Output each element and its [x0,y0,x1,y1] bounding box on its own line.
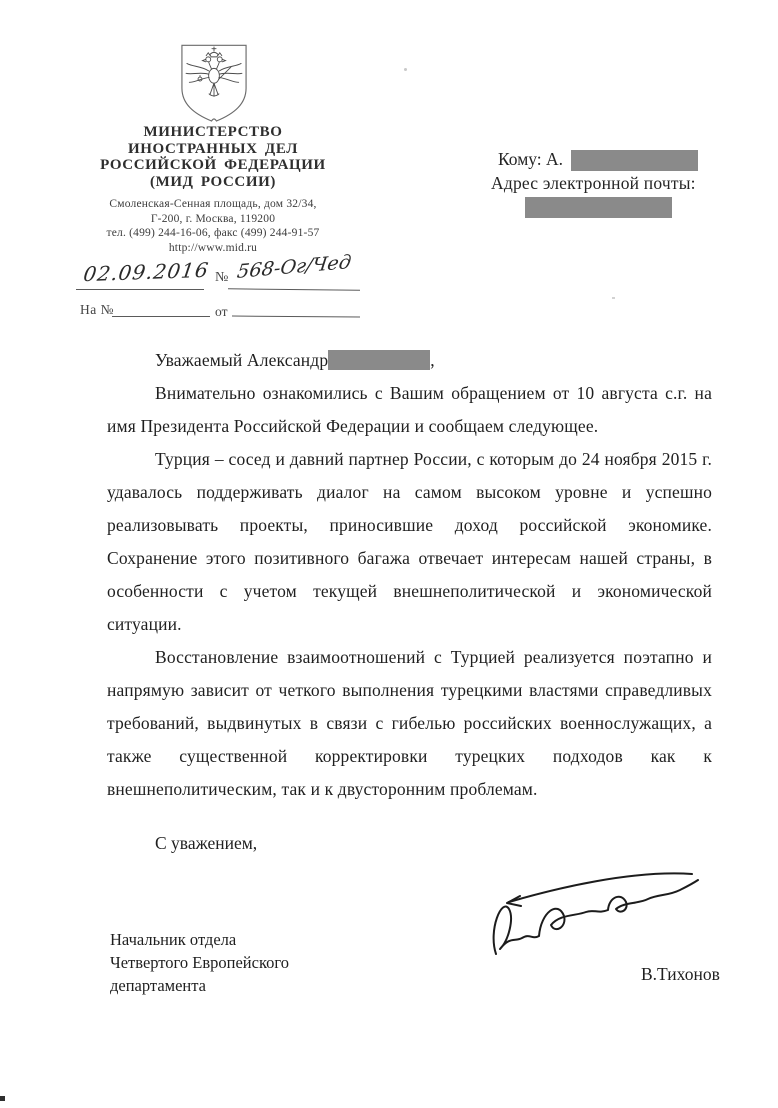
outgoing-number-handwritten: 568-Ог/Чед [235,251,353,283]
valediction: С уважением, [155,833,258,853]
salutation-prefix: Уважаемый Александр [155,350,329,370]
signer-name: В.Тихонов [641,964,720,984]
address-line: Г-200, г. Москва, 119200 [150,212,276,225]
body-paragraph: Турция – сосед и давний партнер России, с которым до 24 ноября 2015 г. удавалось поддерживать диалог на самом высоком уровне и успешно реализовывать проекты, приносившие доход российской экономике. Сохранение этого позитивного багажа отвечает интересам нашей страны, в особенности с учетом текущей внешнеполитической и экономической ситуации. [107,449,712,634]
reply-date-underline [232,316,360,318]
ministry-line: (МИД РОССИИ) [149,173,276,190]
scan-speck [404,68,407,71]
address-line: тел. (499) 244-16-06, факс (499) 244-91-57 [106,227,320,239]
reply-to-label: На № [80,302,114,317]
ministry-line: ИНОСТРАННЫХ ДЕЛ [127,140,299,157]
scan-speck [612,297,615,299]
body-paragraph: Внимательно ознакомились с Вашим обращением от 10 августа с.г. на имя Президента Российской Федерации и сообщаем следующее. [107,383,712,436]
outgoing-date-handwritten: 02.09.2016 [81,257,211,287]
date-underline [76,289,204,290]
russia-coat-of-arms-icon [177,42,251,126]
ministry-name-block [33,124,393,190]
recipient-email-redaction-box [525,197,672,218]
letterhead-address-block [33,197,393,255]
signer-title-line: Четвертого Европейского [110,953,289,972]
salutation-suffix: , [430,350,435,370]
number-sign: № [215,270,229,285]
recipient-email-label: Адрес электронной почты: [491,173,696,193]
scan-speck [0,1096,5,1101]
number-underline [228,288,360,290]
signer-title-line: департамента [110,976,206,995]
signer-title-block [110,928,410,997]
signer-title-line: Начальник отдела [110,930,237,949]
salutation-line [107,344,712,377]
body-paragraph: Восстановление взаимоотношений с Турцией реализуется поэтапно и напрямую зависит от четкого выполнения турецкими властями справедливых требований, выдвинутых в связи с гибелью российских военнослужащих, а также существенной корректировки турецких подходов как к внешнеполитическим, так и к двусторонним проблемам. [107,647,712,799]
salutation-surname-redaction-box [328,350,430,370]
recipient-to-label: Кому: А. [498,149,564,169]
ministry-line: РОССИЙСКОЙ ФЕДЕРАЦИИ [100,157,326,173]
reply-date-label: от [215,304,228,319]
recipient-name-redaction-box [571,150,698,171]
address-line: Смоленская-Сенная площадь, дом 32/34, [109,198,317,210]
letter-body [107,344,712,806]
website-url: http://www.mid.ru [168,241,258,254]
reference-block [48,251,378,330]
handwritten-signature [482,850,712,962]
reply-number-underline [112,316,210,317]
ministry-line: МИНИСТЕРСТВО [143,124,283,140]
